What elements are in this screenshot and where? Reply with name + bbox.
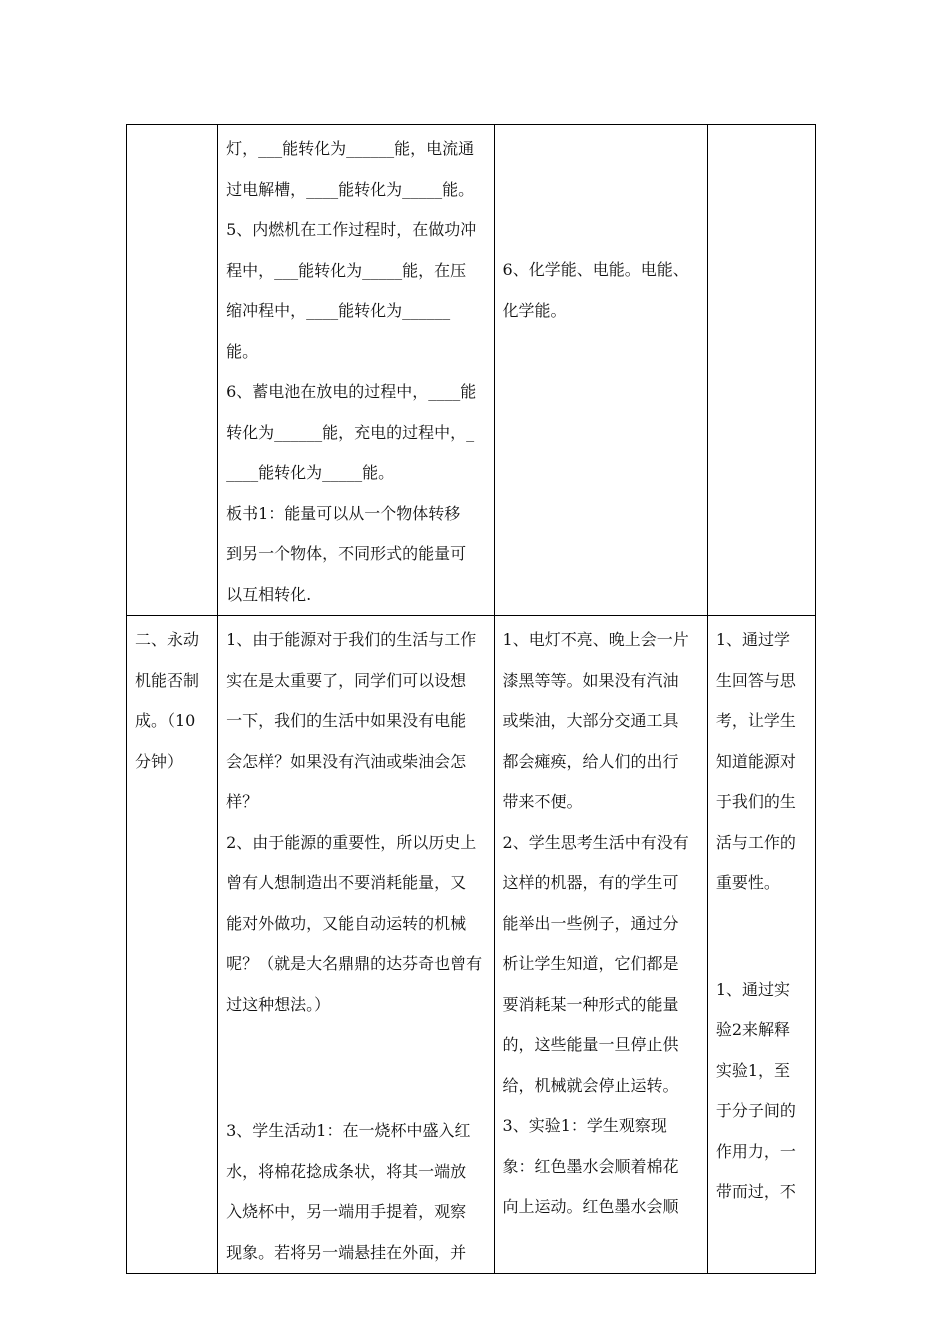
text-line: 曾有人想制造出不要消耗能量，又: [226, 873, 467, 892]
text-line: 现象。若将另一端悬挂在外面，并: [226, 1242, 467, 1262]
text-line: 向上运动。红色墨水会顺: [502, 1197, 679, 1216]
text-line: 会怎样？如果没有汽油或柴油会怎: [226, 751, 467, 771]
text-line: 化学能。: [502, 300, 567, 320]
text-line: 带而过，不: [715, 1182, 796, 1201]
text-line: 水，将棉花捻成条状，将其一端放: [226, 1161, 467, 1181]
text-line: 机能否制: [135, 670, 200, 690]
table-row: [127, 616, 816, 1274]
text-line: 能。: [226, 341, 259, 361]
text-line: 能对外做功，又能自动运转的机械: [226, 913, 467, 933]
text-line: 实验1，至: [715, 1060, 790, 1080]
text-line: 于我们的生: [715, 792, 796, 811]
text-line: 象：红色墨水会顺着棉花: [502, 1156, 679, 1176]
text-line: 活与工作的: [715, 832, 796, 852]
text-line: 6、蓄电池在放电的过程中，____能: [226, 382, 477, 401]
text-line: 的，这些能量一旦停止供: [502, 1035, 679, 1054]
text-line: 5、内燃机在工作过程时，在做功冲: [226, 220, 477, 239]
text-line: 给，机械就会停止运转。: [502, 1075, 679, 1095]
design-intent-cell: [707, 616, 815, 1274]
text-line: 验2来解释: [715, 1020, 790, 1039]
text-line: 带来不便。: [502, 792, 583, 811]
teacher-activity-cell: [218, 125, 494, 616]
text-line: 程中，___能转化为_____能，在压: [226, 260, 467, 280]
text-line: 成。（10: [135, 711, 196, 730]
text-line: 析让学生知道，它们都是: [502, 954, 679, 973]
text-line: 转化为______能，充电的过程中，_: [226, 422, 475, 442]
text-line: 能举出一些例子，通过分: [502, 913, 679, 933]
text-line: 2、由于能源的重要性，所以历史上: [226, 832, 477, 852]
text-line: 作用力，一: [715, 1141, 796, 1161]
student-activity-cell: [494, 125, 707, 616]
text-line: 1、电灯不亮、晚上会一片: [502, 630, 689, 649]
text-line: 要消耗某一种形式的能量: [502, 994, 679, 1014]
text-line: 6、化学能、电能。电能、: [502, 260, 689, 279]
text-line: 1、由于能源对于我们的生活与工作: [226, 630, 477, 649]
text-line: 1、通过学: [715, 630, 790, 649]
text-line: 分钟）: [135, 751, 184, 771]
stage-cell: [127, 125, 218, 616]
design-intent-cell: [707, 125, 815, 616]
text-line: 这样的机器，有的学生可: [502, 873, 679, 892]
text-line: 过这种想法。）: [226, 994, 331, 1014]
text-line: 灯，___能转化为______能，电流通: [226, 139, 475, 158]
text-line: 板书1：能量可以从一个物体转移: [226, 503, 461, 523]
text-line: 生回答与思: [715, 670, 796, 690]
text-line: 到另一个物体，不同形式的能量可: [226, 544, 467, 563]
text-line: ____能转化为_____能。: [226, 463, 395, 482]
text-line: 1、通过实: [715, 979, 790, 999]
text-line: 考，让学生: [715, 711, 796, 730]
text-line: 过电解槽，____能转化为_____能。: [226, 179, 475, 199]
text-line: 2、学生思考生活中有没有: [502, 832, 689, 852]
text-line: 以互相转化.: [226, 584, 312, 604]
text-line: 入烧杯中，另一端用手提着，观察: [226, 1202, 467, 1221]
lesson-plan-table: [126, 124, 816, 1274]
text-line: 3、实验1：学生观察现: [502, 1116, 667, 1135]
text-line: 呢？（就是大名鼎鼎的达芬奇也曾有: [226, 954, 483, 973]
text-line: 重要性。: [715, 873, 780, 892]
text-line: 3、学生活动1：在一烧杯中盛入红: [226, 1121, 471, 1140]
text-line: 知道能源对: [715, 751, 796, 771]
text-line: 二、永动: [135, 630, 200, 649]
text-line: 或柴油，大部分交通工具: [502, 711, 679, 730]
text-line: 于分子间的: [715, 1101, 796, 1120]
text-line: 都会瘫痪，给人们的出行: [502, 751, 679, 771]
stage-cell: [127, 616, 218, 1274]
text-line: 漆黑等等。如果没有汽油: [502, 670, 679, 690]
text-line: 实在是太重要了，同学们可以设想: [226, 670, 467, 690]
text-line: 缩冲程中，____能转化为______: [226, 301, 451, 320]
text-line: 样？: [226, 792, 259, 811]
teacher-activity-cell: [218, 616, 494, 1274]
text-line: 一下，我们的生活中如果没有电能: [226, 711, 467, 730]
table-row: [127, 125, 816, 616]
student-activity-cell: [494, 616, 707, 1274]
